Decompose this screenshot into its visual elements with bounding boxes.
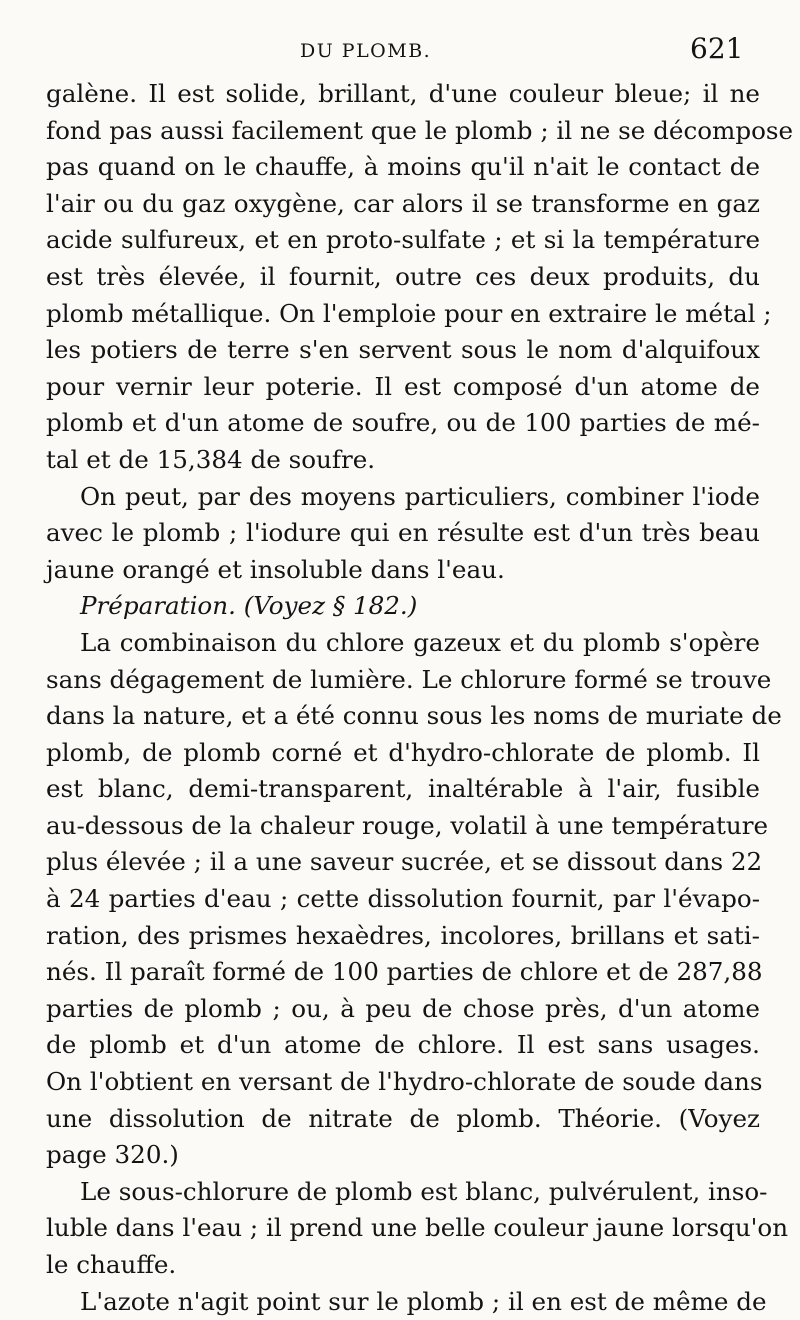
text-line: avec le plomb ; l'iodure qui en résulte est d'un très beau xyxy=(46,518,760,548)
text-line: est blanc, demi-transparent, inaltérable à l'air, fusible xyxy=(46,774,760,804)
text-line: sans dégagement de lumière. Le chlorure formé se trouve xyxy=(46,664,772,694)
text-line: plus élevée ; il a une saveur sucrée, et se dissout dans 22 xyxy=(46,847,763,877)
text-line: On l'obtient en versant de l'hydro-chlorate de soude dans xyxy=(46,1067,763,1097)
page-number: 621 xyxy=(690,32,744,65)
text-line: plomb et d'un atome de soufre, ou de 100 parties de mé- xyxy=(46,408,760,438)
text-line: acide sulfureux, et en proto-sulfate ; et si la température xyxy=(46,225,760,255)
text-line: une dissolution de nitrate de plomb. Théorie. (Voyez xyxy=(46,1103,760,1133)
text-line: galène. Il est solide, brillant, d'une couleur bleue; il ne xyxy=(46,79,760,108)
text-line: pour vernir leur poterie. Il est composé d'un atome de xyxy=(46,371,760,401)
text-line: l'air ou du gaz oxygène, car alors il se transforme en gaz xyxy=(46,188,760,218)
text-line: nés. Il paraît formé de 100 parties de chlore et de 287,88 xyxy=(46,957,763,987)
text-line: fond pas aussi facilement que le plomb ; il ne se décompose xyxy=(46,115,794,145)
text-line: jaune orangé et insoluble dans l'eau. xyxy=(46,554,505,584)
paragraph-sous-chlorure xyxy=(46,1174,789,1284)
running-head: DU PLOMB. xyxy=(300,40,432,62)
text-line: les potiers de terre s'en servent sous le nom d'alquifoux xyxy=(46,335,760,365)
text-line: est très élevée, il fournit, outre ces deux produits, du xyxy=(46,261,760,291)
paragraph-azote xyxy=(46,1284,767,1320)
body-text xyxy=(46,76,794,1320)
text-line: parties de plomb ; ou, à peu de chose près, d'un atome xyxy=(46,993,760,1023)
text-line: page 320.) xyxy=(46,1140,179,1170)
paragraph-galene xyxy=(46,76,794,479)
text-line: Préparation. (Voyez § 182.) xyxy=(80,591,418,621)
text-line: luble dans l'eau ; il prend une belle couleur jaune lorsqu'on xyxy=(46,1213,789,1243)
text-line: plomb métallique. On l'emploie pour en extraire le métal ; xyxy=(46,298,772,328)
text-line: On peut, par des moyens particuliers, combiner l'iode xyxy=(80,481,760,511)
text-line: tal et de 15,384 de soufre. xyxy=(46,444,376,474)
text-line: Le sous-chlorure de plomb est blanc, pulvérulent, inso- xyxy=(80,1176,768,1206)
paragraph-chlore xyxy=(46,625,782,1174)
text-line: plomb, de plomb corné et d'hydro-chlorate de plomb. Il xyxy=(46,737,760,767)
text-line: pas quand on le chauffe, à moins qu'il n'ait le contact de xyxy=(46,152,760,182)
text-line: le chauffe. xyxy=(46,1250,177,1279)
text-line: ration, des prismes hexaèdres, incolores, brillans et sati- xyxy=(46,920,760,950)
text-line: La combinaison du chlore gazeux et du plomb s'opère xyxy=(80,627,760,657)
paragraph-preparation xyxy=(46,588,760,625)
text-line: dans la nature, et a été connu sous les noms de muriate de xyxy=(46,701,782,731)
text-line: de plomb et d'un atome de chlore. Il est sans usages. xyxy=(46,1030,760,1060)
text-line: au-dessous de la chaleur rouge, volatil à une température xyxy=(46,810,769,840)
paragraph-iode xyxy=(46,479,760,589)
text-line: à 24 parties d'eau ; cette dissolution fournit, par l'évapo- xyxy=(46,884,760,914)
text-line: L'azote n'agit point sur le plomb ; il en est de même de xyxy=(80,1286,767,1316)
